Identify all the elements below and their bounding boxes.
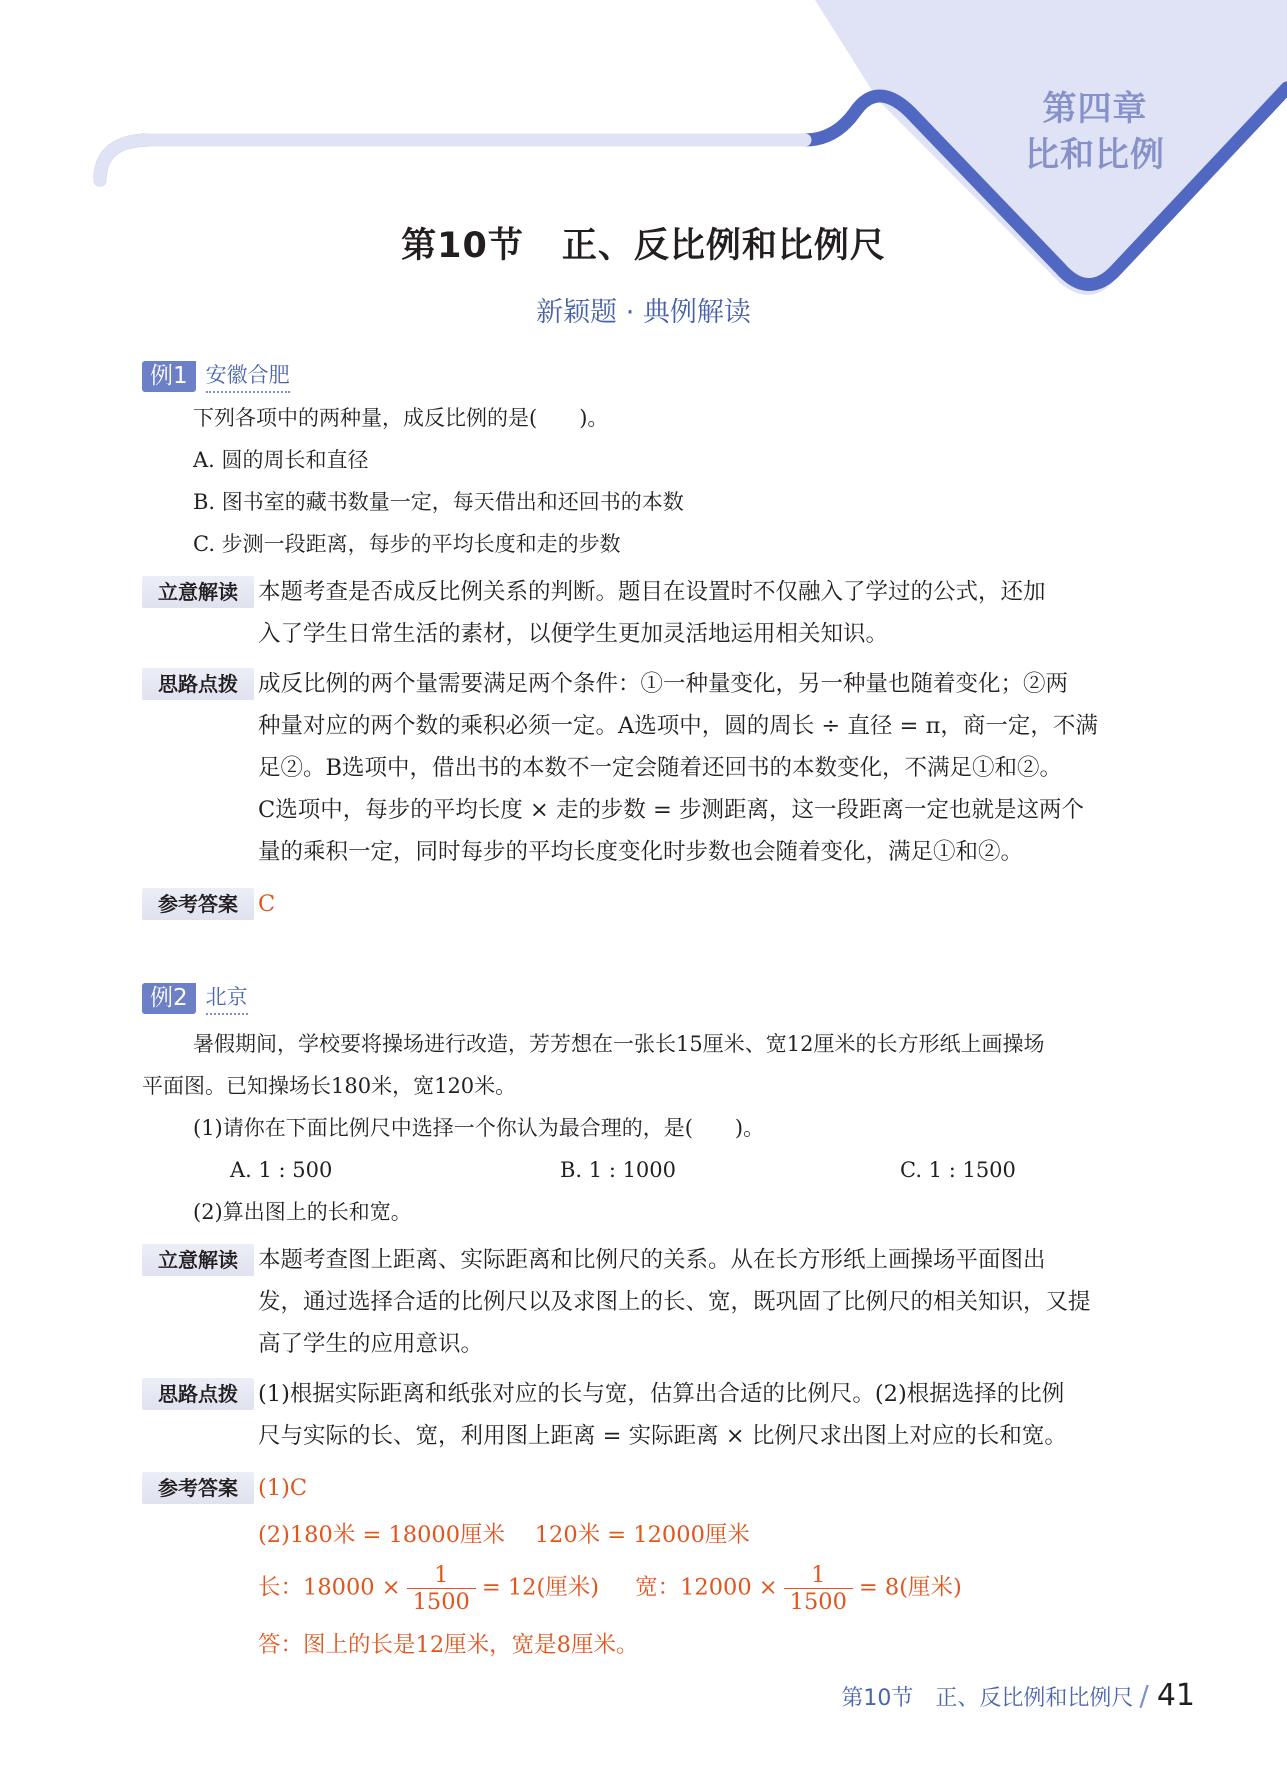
section-number: 第10节: [401, 226, 524, 266]
chapter-name: 比和比例: [1025, 135, 1165, 175]
fraction: [407, 1562, 476, 1615]
page-number: 41: [1156, 1678, 1195, 1713]
footer-section: 第10节 正、反比例和比例尺: [841, 1686, 1134, 1711]
page-footer: [841, 1678, 1195, 1713]
fraction-denominator: 1500: [789, 1589, 847, 1615]
text-line: (1)根据实际距离和纸张对应的长与宽，估算出合适的比例尺。(2)根据选择的比例: [258, 1381, 1065, 1407]
section-name: 正、反比例和比例尺: [561, 226, 886, 266]
fraction-denominator: 1500: [412, 1589, 470, 1615]
example1-option-a: A. 圆的周长和直径: [193, 448, 369, 472]
example1-location: 安徽合肥: [206, 360, 290, 393]
example1-answer: C: [258, 891, 276, 917]
fraction-numerator: 1: [407, 1562, 476, 1589]
example1-intent-label: 立意解读: [142, 576, 254, 608]
example2-stem-line1: 暑假期间，学校要将操场进行改造，芳芳想在一张长15厘米、宽12厘米的长方形纸上画操场: [193, 1032, 1045, 1056]
example1-answer-label: 参考答案: [142, 888, 254, 920]
example2-intent-label: 立意解读: [142, 1244, 254, 1276]
example2-option-c: C. 1 : 1500: [900, 1158, 1016, 1182]
example2-conclusion: 答：图上的长是12厘米，宽是8厘米。: [258, 1632, 639, 1658]
text-line: 尺与实际的长、宽，利用图上距离 = 实际距离 × 比例尺求出图上对应的长和宽。: [258, 1423, 1067, 1449]
text-line: 本题考查图上距离、实际距离和比例尺的关系。从在长方形纸上画操场平面图出: [258, 1247, 1046, 1273]
fraction-numerator: 1: [784, 1562, 853, 1589]
calc-width-post: = 8(厘米): [858, 1574, 962, 1601]
chapter-label: [990, 86, 1200, 178]
section-subtitle: 新颖题 · 典例解读: [536, 297, 751, 328]
example2-answer-2: (2)180米 = 18000厘米 120米 = 12000厘米: [258, 1522, 750, 1548]
text-line: C选项中，每步的平均长度 × 走的步数 = 步测距离，这一段距离一定也就是这两个: [258, 797, 1085, 823]
example2-stem-line2: 平面图。已知操场长180米，宽120米。: [142, 1074, 517, 1098]
text-line: 本题考查是否成反比例关系的判断。题目在设置时不仅融入了学过的公式，还加: [258, 579, 1046, 605]
example2-option-b: B. 1 : 1000: [560, 1158, 677, 1182]
example1-hint-label: 思路点拨: [142, 668, 254, 700]
header-decoration: [0, 0, 1287, 400]
chapter-number: 第四章: [1042, 89, 1148, 129]
example2-q2: (2)算出图上的长和宽。: [193, 1200, 412, 1224]
example1-hint-text: [258, 663, 1098, 873]
fraction: [784, 1562, 853, 1615]
example2-header: [142, 982, 248, 1015]
section-title: [0, 218, 1287, 268]
example2-q1: (1)请你在下面比例尺中选择一个你认为最合理的，是( )。: [193, 1116, 765, 1140]
example2-option-a: A. 1 : 500: [230, 1158, 333, 1182]
example2-hint-label: 思路点拨: [142, 1378, 254, 1410]
text-line: 种量对应的两个数的乘积必须一定。A选项中，圆的周长 ÷ 直径 = π，商一定，不满: [258, 713, 1098, 739]
example2-intent-text: [258, 1239, 1091, 1365]
example2-tag: 例2: [142, 983, 196, 1014]
example1-option-b: B. 图书室的藏书数量一定，每天借出和还回书的本数: [193, 490, 684, 514]
example1-header: [142, 360, 290, 393]
footer-separator: /: [1139, 1679, 1149, 1712]
example2-location: 北京: [206, 982, 248, 1015]
calc-length-pre: 长：18000 ×: [258, 1574, 401, 1601]
calc-width-pre: 宽：12000 ×: [635, 1574, 778, 1601]
example1-question: 下列各项中的两种量，成反比例的是( )。: [193, 406, 609, 430]
calc-length-post: = 12(厘米): [481, 1574, 600, 1601]
example2-calculation: [258, 1562, 962, 1615]
text-line: 足②。B选项中，借出书的本数不一定会随着还回书的本数变化，不满足①和②。: [258, 755, 1063, 781]
example2-hint-text: [258, 1373, 1067, 1457]
example2-answer-label: 参考答案: [142, 1472, 254, 1504]
text-line: 量的乘积一定，同时每步的平均长度变化时步数也会随着变化，满足①和②。: [258, 839, 1024, 865]
example1-tag: 例1: [142, 361, 196, 392]
text-line: 成反比例的两个量需要满足两个条件：①一种量变化，另一种量也随着变化；②两: [258, 671, 1069, 697]
text-line: 发，通过选择合适的比例尺以及求图上的长、宽，既巩固了比例尺的相关知识，又提: [258, 1289, 1091, 1315]
text-line: 高了学生的应用意识。: [258, 1331, 484, 1357]
example1-option-c: C. 步测一段距离，每步的平均长度和走的步数: [193, 532, 621, 556]
example2-answer-1: (1)C: [258, 1475, 308, 1501]
example1-intent-text: [258, 571, 1046, 655]
text-line: 入了学生日常生活的素材，以便学生更加灵活地运用相关知识。: [258, 621, 889, 647]
